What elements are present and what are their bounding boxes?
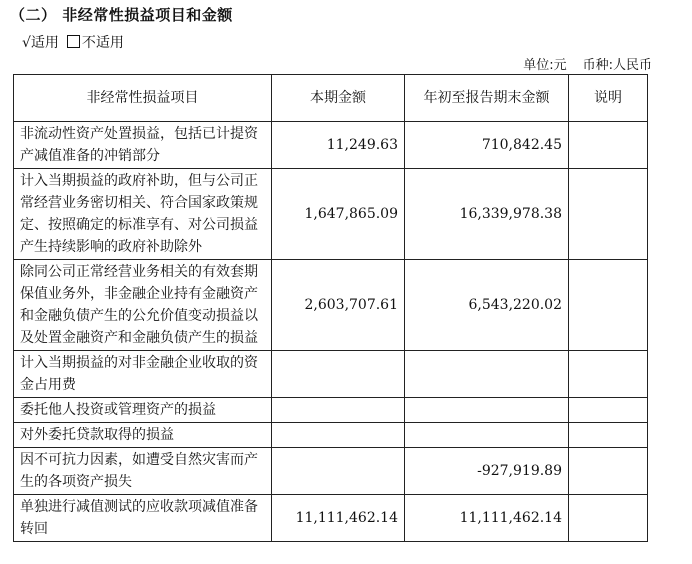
note-cell [569,398,648,423]
section-title: （二） 非经常性损益项目和金额 [10,6,233,24]
unchecked-box-icon [67,35,80,48]
current-amount-cell: 11,249.63 [272,122,405,169]
item-cell: 委托他人投资或管理资产的损益 [14,398,272,423]
table-row [14,398,648,423]
table-row [14,260,648,351]
ytd-amount-cell: 710,842.45 [405,122,569,169]
table-row [14,351,648,398]
current-amount-cell [272,351,405,398]
table-row [14,423,648,448]
note-cell [569,495,648,542]
ytd-amount-cell [405,423,569,448]
header-ytd-amount: 年初至报告期末金额 [405,75,569,122]
ytd-amount-cell: -927,919.89 [405,448,569,495]
note-cell [569,448,648,495]
note-cell [569,169,648,260]
table-row [14,495,648,542]
table-header-row [14,75,648,122]
current-amount-cell: 11,111,462.14 [272,495,405,542]
item-cell: 单独进行减值测试的应收款项减值准备转回 [14,495,272,542]
currency-label: 币种:人民币 [582,58,652,73]
current-amount-cell: 1,647,865.09 [272,169,405,260]
current-amount-cell [272,423,405,448]
header-item: 非经常性损益项目 [14,75,272,122]
not-applicable-label: 不适用 [81,35,124,51]
table-row [14,122,648,169]
note-cell [569,351,648,398]
item-cell: 计入当期损益的对非金融企业收取的资金占用费 [14,351,272,398]
note-cell [569,122,648,169]
note-cell [569,260,648,351]
ytd-amount-cell [405,351,569,398]
item-cell: 对外委托贷款取得的损益 [14,423,272,448]
applicability-line [22,32,124,52]
current-amount-cell: 2,603,707.61 [272,260,405,351]
note-cell [569,423,648,448]
item-cell: 非流动性资产处置损益，包括已计提资产减值准备的冲销部分 [14,122,272,169]
header-note: 说明 [569,75,648,122]
ytd-amount-cell: 11,111,462.14 [405,495,569,542]
ytd-amount-cell: 6,543,220.02 [405,260,569,351]
header-current-amount: 本期金额 [272,75,405,122]
unit-label: 单位:元 [523,58,567,73]
applicable-checked-label: √适用 [22,35,59,51]
item-cell: 计入当期损益的政府补助，但与公司正常经营业务密切相关、符合国家政策规定、按照确定的标准享有、对公司损益产生持续影响的政府补助除外 [14,169,272,260]
unit-line [523,54,652,73]
table-row [14,169,648,260]
non-recurring-items-table [13,74,648,542]
ytd-amount-cell: 16,339,978.38 [405,169,569,260]
ytd-amount-cell [405,398,569,423]
item-cell: 因不可抗力因素，如遭受自然灾害而产生的各项资产损失 [14,448,272,495]
current-amount-cell [272,398,405,423]
table-row [14,448,648,495]
item-cell: 除同公司正常经营业务相关的有效套期保值业务外，非金融企业持有金融资产和金融负债产生的公允价值变动损益以及处置金融资产和金融负债产生的损益 [14,260,272,351]
current-amount-cell [272,448,405,495]
